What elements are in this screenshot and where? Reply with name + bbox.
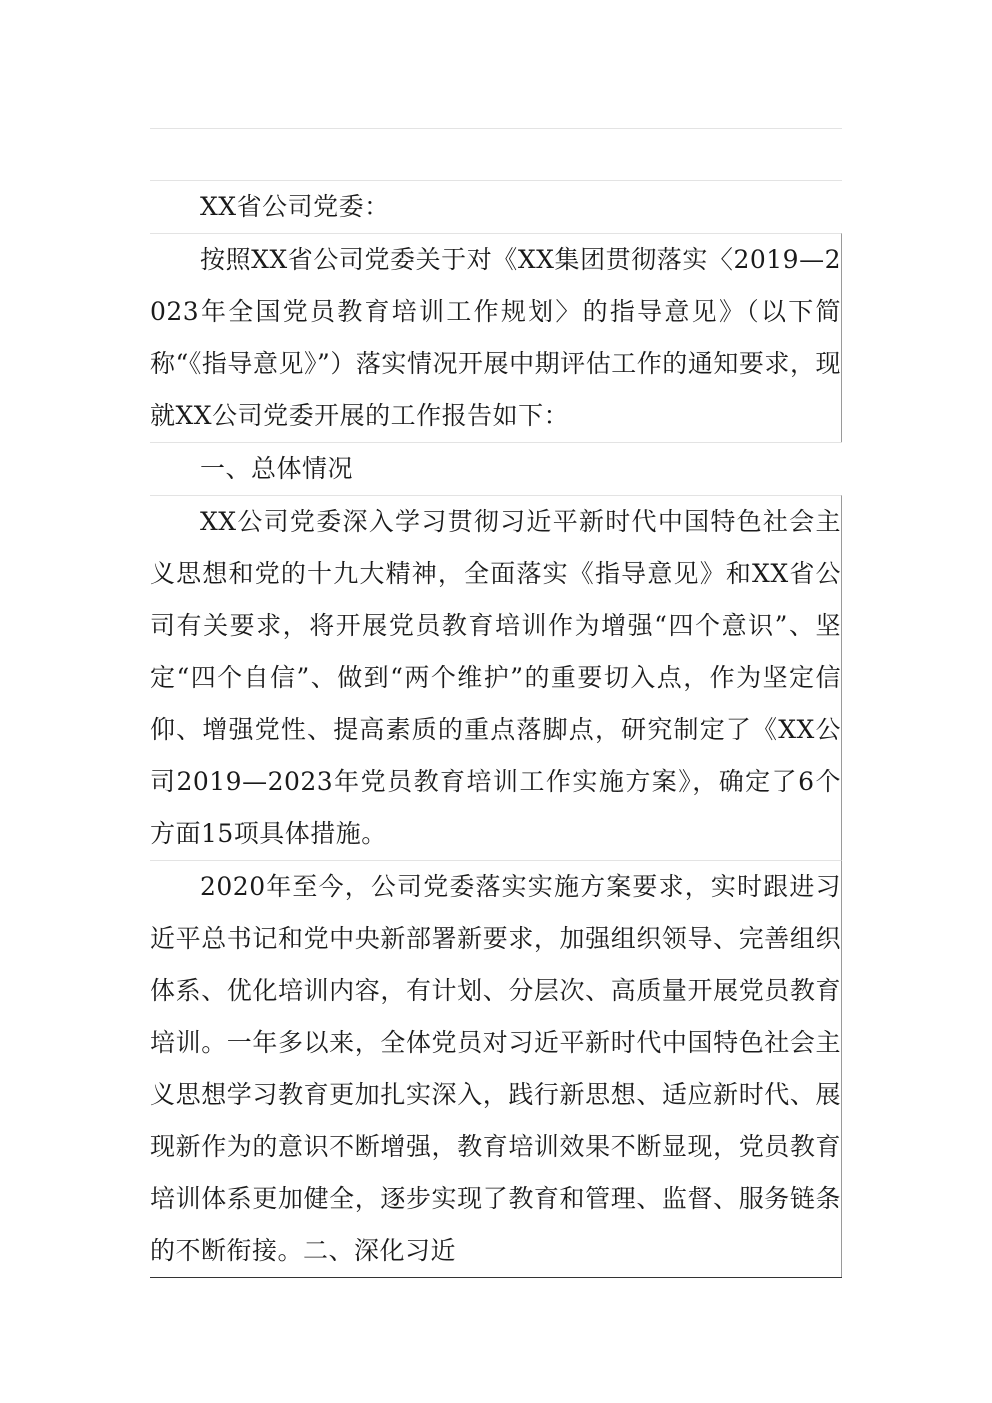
paragraph-overall-1: XX公司党委深入学习贯彻习近平新时代中国特色社会主义思想和党的十九大精神，全面落实《指导意见》和XX省公司有关要求，将开展党员教育培训作为增强“四个意识”、坚定“四个自信”、做到“两个维护”的重要切入点，作为坚定信仰、增强党性、提高素质的重点落脚点，研究制定了《XX公司2019—2023年党员教育培训工作实施方案》，确定了6个方面15项具体措施。 <box>150 495 842 860</box>
document-page <box>150 128 842 1278</box>
paragraph-overall-2: 2020年至今，公司党委落实实施方案要求，实时跟进习近平总书记和党中央新部署新要求，加强组织领导、完善组织体系、优化培训内容，有计划、分层次、高质量开展党员教育培训。一年多以来，全体党员对习近平新时代中国特色社会主义思想学习教育更加扎实深入，践行新思想、适应新时代、展现新作为的意识不断增强，教育培训效果不断显现，党员教育培训体系更加健全，逐步实现了教育和管理、监督、服务链条的不断衔接。二、深化习近 <box>150 860 842 1277</box>
top-divider <box>150 128 842 129</box>
salutation: XX省公司党委： <box>150 180 842 233</box>
bottom-divider <box>150 1277 842 1278</box>
section-heading-overall: 一、总体情况 <box>150 442 842 495</box>
paragraph-intro: 按照XX省公司党委关于对《XX集团贯彻落实〈2019—2023年全国党员教育培训工作规划〉的指导意见》（以下简称“《指导意见》”）落实情况开展中期评估工作的通知要求，现就XX公司党委开展的工作报告如下： <box>150 233 842 442</box>
